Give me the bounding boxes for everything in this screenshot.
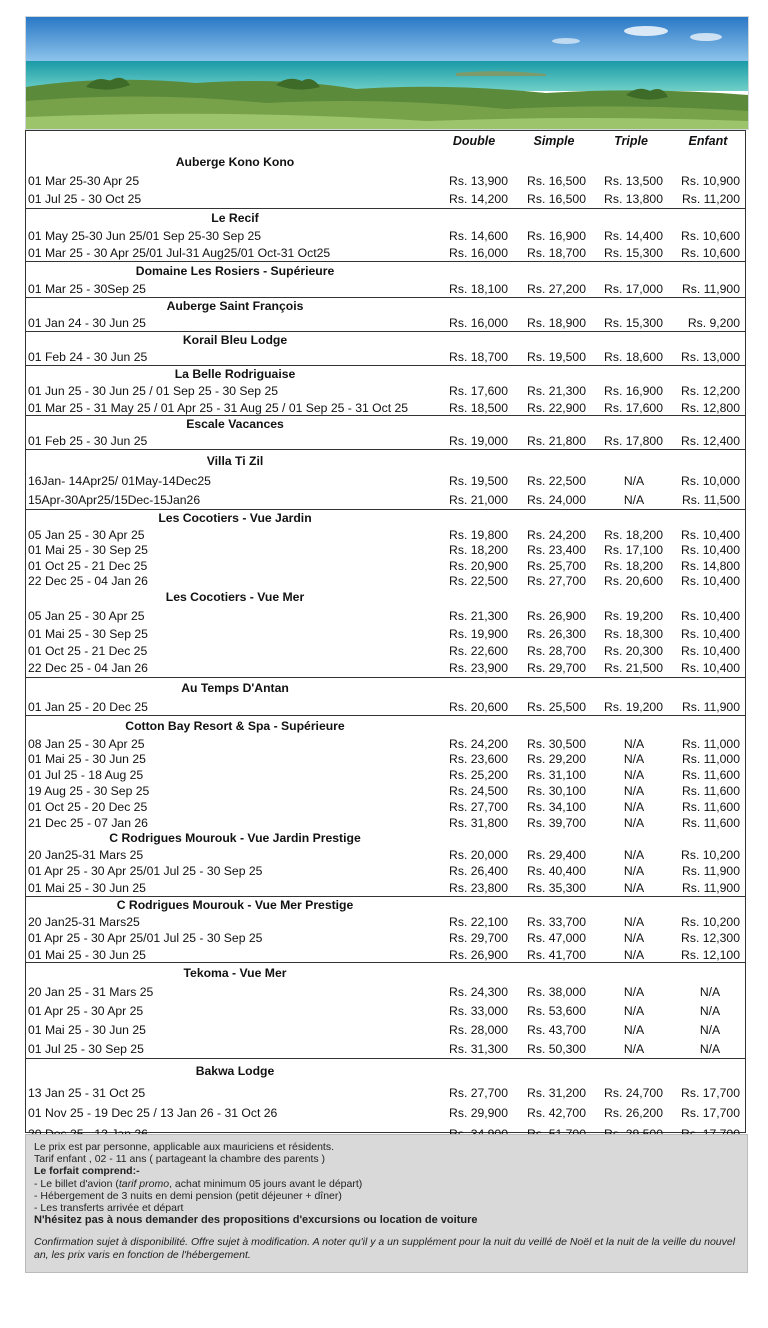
- price-simple: Rs. 47,000: [527, 931, 586, 945]
- price-double: Rs. 17,600: [449, 384, 508, 398]
- date-range: 01 May 25-30 Jun 25/01 Sep 25-30 Sep 25: [28, 229, 262, 243]
- rate-row: [26, 472, 745, 491]
- price-triple: Rs. 14,400: [604, 229, 663, 243]
- price-enfant: Rs. 12,300: [681, 931, 740, 945]
- rate-row: [26, 880, 745, 896]
- price-double: Rs. 24,200: [449, 737, 508, 751]
- hotel-name: Les Cocotiers - Vue Jardin: [158, 511, 312, 525]
- price-simple: Rs. 19,500: [527, 350, 586, 364]
- price-triple: Rs. 21,500: [604, 661, 663, 675]
- rate-row: [26, 752, 745, 767]
- price-triple: N/A: [623, 784, 645, 798]
- price-triple: N/A: [623, 737, 645, 751]
- hotel-name: Auberge Saint François: [166, 299, 304, 313]
- rate-row: [26, 1021, 745, 1040]
- price-simple: Rs. 24,000: [527, 493, 586, 507]
- price-triple: Rs. 15,300: [604, 316, 663, 330]
- date-range: 01 Oct 25 - 21 Dec 25: [28, 644, 148, 658]
- date-range: 05 Jan 25 - 30 Apr 25: [28, 609, 145, 623]
- price-triple: Rs. 17,000: [604, 282, 663, 296]
- price-double: Rs. 20,000: [449, 848, 508, 862]
- hotel-name: Domaine Les Rosiers - Supérieure: [135, 264, 335, 278]
- rate-row: [26, 607, 745, 625]
- price-triple: Rs. 18,300: [604, 627, 663, 641]
- price-enfant: Rs. 10,400: [681, 543, 740, 557]
- hotel-name: Korail Bleu Lodge: [182, 333, 288, 347]
- date-range: 01 Jul 25 - 18 Aug 25: [28, 768, 144, 782]
- price-double: Rs. 20,600: [449, 700, 508, 714]
- price-double: Rs. 21,000: [449, 493, 508, 507]
- price-double: Rs. 26,400: [449, 864, 508, 878]
- price-double: Rs. 24,300: [449, 985, 508, 999]
- price-triple: N/A: [623, 768, 645, 782]
- price-enfant: Rs. 11,900: [681, 282, 740, 296]
- price-enfant: Rs. 10,400: [681, 574, 740, 588]
- price-double: Rs. 26,900: [449, 948, 508, 962]
- rate-row: [26, 574, 745, 589]
- price-double: Rs. 33,000: [449, 1004, 508, 1018]
- price-simple: Rs. 42,700: [527, 1106, 586, 1120]
- price-double: Rs. 19,800: [449, 528, 508, 542]
- price-double: Rs. 19,900: [449, 627, 508, 641]
- date-range: 01 Jun 25 - 30 Jun 25 / 01 Sep 25 - 30 Sep 25: [28, 384, 279, 398]
- hotel-name: La Belle Rodriguaise: [174, 367, 296, 381]
- hotel-name: C Rodrigues Mourouk - Vue Mer Prestige: [116, 898, 354, 912]
- price-simple: Rs. 22,500: [527, 474, 586, 488]
- column-header-simple: Simple: [533, 134, 575, 148]
- price-simple: Rs. 39,700: [527, 816, 586, 830]
- price-enfant: Rs. 10,400: [681, 609, 740, 623]
- hotel-name: Auberge Kono Kono: [175, 155, 295, 169]
- price-triple: Rs. 19,200: [604, 700, 663, 714]
- column-header-double: Double: [452, 134, 496, 148]
- price-enfant: Rs. 12,800: [681, 401, 740, 415]
- rate-row: [26, 815, 745, 831]
- date-range: 01 Mai 25 - 30 Jun 25: [28, 881, 146, 895]
- price-simple: Rs. 16,500: [527, 174, 586, 188]
- date-range: 01 Mai 25 - 30 Sep 25: [28, 627, 148, 641]
- rate-row: [26, 433, 745, 450]
- hotel-section: [26, 830, 745, 896]
- rate-row: [26, 799, 745, 815]
- notes-package-title: Le forfait comprend:-: [34, 1165, 140, 1178]
- date-range: 01 Apr 25 - 30 Apr 25/01 Jul 25 - 30 Sep 25: [28, 931, 263, 945]
- date-range: 01 Oct 25 - 21 Dec 25: [28, 559, 148, 573]
- date-range: 01 Jul 25 - 30 Sep 25: [28, 1042, 144, 1056]
- price-simple: Rs. 33,700: [527, 915, 586, 929]
- rate-row: [26, 1083, 745, 1103]
- notes-item-flight-a: - Le billet d'avion (: [34, 1177, 119, 1190]
- hotel-name: Villa Ti Zil: [206, 454, 264, 468]
- hotel-name: Les Cocotiers - Vue Mer: [165, 590, 305, 604]
- price-double: Rs. 22,600: [449, 644, 508, 658]
- price-double: Rs. 23,900: [449, 661, 508, 675]
- hotel-name: Au Temps D'Antan: [181, 681, 289, 695]
- rate-row: [26, 737, 745, 752]
- notes-item-flight-promo: tarif promo: [118, 1177, 170, 1190]
- hotel-name: Cotton Bay Resort & Spa - Supérieure: [125, 719, 345, 733]
- price-simple: Rs. 16,500: [527, 192, 586, 206]
- price-triple: N/A: [623, 1004, 645, 1018]
- price-double: Rs. 31,800: [449, 816, 508, 830]
- date-range: 20 Jan 25 - 31 Mars 25: [28, 985, 154, 999]
- price-triple: N/A: [623, 948, 645, 962]
- price-double: Rs. 23,800: [449, 881, 508, 895]
- price-double: Rs. 28,000: [449, 1023, 508, 1037]
- rate-row: [26, 245, 745, 262]
- price-enfant: Rs. 10,900: [681, 174, 740, 188]
- price-enfant: Rs. 17,700: [681, 1086, 740, 1100]
- price-enfant: Rs. 9,200: [687, 316, 740, 330]
- rate-row: [26, 699, 745, 716]
- rate-row: [26, 349, 745, 366]
- date-range: 22 Dec 25 - 04 Jan 26: [28, 574, 148, 588]
- hotel-section: [26, 297, 745, 332]
- price-double: Rs. 22,500: [449, 574, 508, 588]
- price-enfant: N/A: [699, 985, 721, 999]
- rate-row: [26, 1103, 745, 1124]
- date-range: 01 Mar 25 - 30 Apr 25/01 Jul-31 Aug25/01 Oct-31 Oct25: [28, 246, 331, 260]
- price-simple: Rs. 24,200: [527, 528, 586, 542]
- date-range: 01 Feb 24 - 30 Jun 25: [28, 350, 148, 364]
- price-simple: Rs. 27,200: [527, 282, 586, 296]
- price-simple: Rs. 26,900: [527, 609, 586, 623]
- price-double: Rs. 14,200: [449, 192, 508, 206]
- price-double: Rs. 29,900: [449, 1106, 508, 1120]
- rate-row: [26, 1002, 745, 1021]
- price-enfant: Rs. 11,600: [681, 768, 740, 782]
- price-double: Rs. 18,200: [449, 543, 508, 557]
- price-triple: N/A: [623, 931, 645, 945]
- price-double: Rs. 24,500: [449, 784, 508, 798]
- date-range: 01 Mai 25 - 30 Jun 25: [28, 948, 146, 962]
- price-simple: Rs. 21,300: [527, 384, 586, 398]
- price-simple: Rs. 25,500: [527, 700, 586, 714]
- price-triple: Rs. 20,300: [604, 644, 663, 658]
- rate-row: [26, 947, 745, 963]
- date-range: 20 Jan25-31 Mars 25: [28, 848, 144, 862]
- rate-row: [26, 383, 745, 400]
- price-simple: Rs. 29,400: [527, 848, 586, 862]
- price-triple: N/A: [623, 800, 645, 814]
- price-triple: Rs. 18,200: [604, 528, 663, 542]
- price-triple: N/A: [623, 1042, 645, 1056]
- price-triple: Rs. 24,700: [604, 1086, 663, 1100]
- rate-row: [26, 190, 745, 208]
- date-range: 15Apr-30Apr25/15Dec-15Jan26: [28, 493, 201, 507]
- rate-row: [26, 847, 745, 863]
- price-enfant: Rs. 11,600: [681, 816, 740, 830]
- date-range: 01 Oct 25 - 20 Dec 25: [28, 800, 148, 814]
- hotel-section: [26, 677, 745, 716]
- price-triple: Rs. 17,600: [604, 401, 663, 415]
- price-double: Rs. 16,000: [449, 246, 508, 260]
- price-double: Rs. 16,000: [449, 316, 508, 330]
- price-simple: Rs. 35,300: [527, 881, 586, 895]
- price-simple: Rs. 30,100: [527, 784, 586, 798]
- notes-price-info: Le prix est par personne, applicable aux mauriciens et résidents.: [34, 1141, 334, 1153]
- date-range: 08 Jan 25 - 30 Apr 25: [28, 737, 145, 751]
- hotel-section: [26, 509, 745, 589]
- notes-item-flight-c: , achat minimum 05 jours avant le départ): [169, 1177, 363, 1190]
- price-double: Rs. 18,700: [449, 350, 508, 364]
- rate-row: [26, 315, 745, 332]
- price-double: Rs. 20,900: [449, 559, 508, 573]
- price-triple: Rs. 26,200: [604, 1106, 663, 1120]
- date-range: 01 Mar 25-30 Apr 25: [28, 174, 140, 188]
- price-enfant: Rs. 12,200: [681, 384, 740, 398]
- price-simple: Rs. 31,200: [527, 1086, 586, 1100]
- price-double: Rs. 18,500: [449, 401, 508, 415]
- price-triple: N/A: [623, 816, 645, 830]
- hotel-section: [26, 715, 745, 831]
- notes-child-rate: Tarif enfant , 02 - 11 ans ( partageant la chambre des parents ): [34, 1153, 326, 1166]
- rate-row: [26, 930, 745, 947]
- price-double: Rs. 14,600: [449, 229, 508, 243]
- date-range: 01 Mai 25 - 30 Jun 25: [28, 752, 146, 766]
- notes-item-flight: [34, 1178, 739, 1190]
- date-range: 21 Dec 25 - 07 Jan 26: [28, 816, 148, 830]
- price-triple: Rs. 17,800: [604, 434, 663, 448]
- hotel-section: [26, 962, 745, 1059]
- price-enfant: Rs. 13,000: [681, 350, 740, 364]
- date-range: 01 Jan 25 - 20 Dec 25: [28, 700, 148, 714]
- price-simple: Rs. 53,600: [527, 1004, 586, 1018]
- price-enfant: Rs. 10,400: [681, 528, 740, 542]
- rate-row: [26, 558, 745, 574]
- date-range: 13 Jan 25 - 31 Oct 25: [28, 1086, 146, 1100]
- price-simple: Rs. 26,300: [527, 627, 586, 641]
- price-enfant: Rs. 10,400: [681, 627, 740, 641]
- date-range: 05 Jan 25 - 30 Apr 25: [28, 528, 145, 542]
- price-simple: Rs. 18,900: [527, 316, 586, 330]
- rate-row: [26, 625, 745, 643]
- price-triple: N/A: [623, 474, 645, 488]
- landscape-banner-image: [25, 16, 749, 130]
- price-enfant: Rs. 11,900: [681, 881, 740, 895]
- price-triple: Rs. 13,800: [604, 192, 663, 206]
- price-enfant: Rs. 10,000: [681, 474, 740, 488]
- price-simple: Rs. 29,700: [527, 661, 586, 675]
- price-enfant: Rs. 11,900: [681, 700, 740, 714]
- notes-call-to-action: N'hésitez pas à nous demander des propositions d'excursions ou location de voiture: [34, 1214, 478, 1227]
- price-simple: Rs. 41,700: [527, 948, 586, 962]
- notes-item-accommodation: - Hébergement de 3 nuits en demi pension (petit déjeuner + dîner): [34, 1189, 342, 1202]
- price-triple: Rs. 18,200: [604, 559, 663, 573]
- price-triple: Rs. 13,500: [604, 174, 663, 188]
- price-triple: N/A: [623, 752, 645, 766]
- price-enfant: Rs. 10,400: [681, 644, 740, 658]
- price-enfant: Rs. 11,000: [681, 737, 740, 751]
- hotel-section: [26, 261, 745, 298]
- price-simple: Rs. 31,100: [527, 768, 586, 782]
- rate-row: [26, 783, 745, 799]
- price-enfant: Rs. 11,600: [681, 800, 740, 814]
- price-triple: N/A: [623, 985, 645, 999]
- date-range: 01 Apr 25 - 30 Apr 25: [28, 1004, 144, 1018]
- price-double: Rs. 13,900: [449, 174, 508, 188]
- notes-panel: [25, 1134, 748, 1273]
- rate-row: [26, 914, 745, 930]
- hotel-name: Le Recif: [211, 211, 259, 225]
- date-range: 01 Nov 25 - 19 Dec 25 / 13 Jan 26 - 31 Oct 26: [28, 1106, 278, 1120]
- rate-row: [26, 543, 745, 558]
- hotel-section: [26, 331, 745, 366]
- rate-row: [26, 983, 745, 1002]
- price-double: Rs. 22,100: [449, 915, 508, 929]
- date-range: 01 Mai 25 - 30 Sep 25: [28, 543, 148, 557]
- date-range: 20 Jan25-31 Mars25: [28, 915, 140, 929]
- rate-row: [26, 491, 745, 510]
- column-header-enfant: Enfant: [688, 134, 728, 148]
- price-table: [25, 130, 746, 1133]
- price-simple: Rs. 29,200: [527, 752, 586, 766]
- rate-row: [26, 767, 745, 783]
- price-simple: Rs. 16,900: [527, 229, 586, 243]
- hotel-name: Bakwa Lodge: [195, 1064, 275, 1078]
- price-simple: Rs. 23,400: [527, 543, 586, 557]
- price-simple: Rs. 43,700: [527, 1023, 586, 1037]
- price-enfant: Rs. 12,100: [681, 948, 740, 962]
- price-enfant: Rs. 17,700: [681, 1106, 740, 1120]
- hotel-name: Tekoma - Vue Mer: [183, 966, 287, 980]
- hotel-name: C Rodrigues Mourouk - Vue Jardin Prestige: [109, 831, 361, 845]
- price-triple: N/A: [623, 881, 645, 895]
- price-enfant: Rs. 10,200: [681, 915, 740, 929]
- price-double: Rs. 27,700: [449, 1086, 508, 1100]
- price-triple: N/A: [623, 864, 645, 878]
- price-enfant: Rs. 11,000: [681, 752, 740, 766]
- price-enfant: Rs. 10,600: [681, 246, 740, 260]
- price-simple: Rs. 22,900: [527, 401, 586, 415]
- price-double: Rs. 21,300: [449, 609, 508, 623]
- hotel-section: [26, 449, 745, 510]
- price-simple: Rs. 30,500: [527, 737, 586, 751]
- hotel-section: [26, 151, 745, 208]
- hotel-section: [26, 1058, 745, 1144]
- price-double: Rs. 19,000: [449, 434, 508, 448]
- price-triple: Rs. 15,300: [604, 246, 663, 260]
- date-range: 01 Mar 25 - 30Sep 25: [28, 282, 146, 296]
- rate-row: [26, 1040, 745, 1059]
- price-simple: Rs. 38,000: [527, 985, 586, 999]
- date-range: 01 Jan 24 - 30 Jun 25: [28, 316, 146, 330]
- rate-row: [26, 173, 745, 190]
- price-double: Rs. 25,200: [449, 768, 508, 782]
- price-triple: N/A: [623, 915, 645, 929]
- hotel-name: Escale Vacances: [186, 417, 284, 431]
- price-simple: Rs. 25,700: [527, 559, 586, 573]
- price-triple: N/A: [623, 493, 645, 507]
- date-range: 01 Jul 25 - 30 Oct 25: [28, 192, 142, 206]
- price-simple: Rs. 50,300: [527, 1042, 586, 1056]
- price-enfant: Rs. 11,600: [681, 784, 740, 798]
- price-enfant: Rs. 14,800: [681, 559, 740, 573]
- date-range: 01 Apr 25 - 30 Apr 25/01 Jul 25 - 30 Sep 25: [28, 864, 263, 878]
- hotel-section: [26, 415, 745, 450]
- rate-row: [26, 643, 745, 660]
- rate-row: [26, 228, 745, 245]
- price-enfant: Rs. 10,400: [681, 661, 740, 675]
- price-double: Rs. 18,100: [449, 282, 508, 296]
- notes-disclaimer: Confirmation sujet à disponibilité. Offre sujet à modification. A noter qu'il y a un supplément pour la nuit du veillé de Noël et la nuit de la veille du nouvel an, les prix varis en fonction de l'hébergement.: [34, 1236, 736, 1261]
- price-double: Rs. 23,600: [449, 752, 508, 766]
- price-triple: N/A: [623, 848, 645, 862]
- date-range: 01 Mai 25 - 30 Jun 25: [28, 1023, 146, 1037]
- price-double: Rs. 27,700: [449, 800, 508, 814]
- price-enfant: Rs. 11,200: [681, 192, 740, 206]
- price-enfant: Rs. 12,400: [681, 434, 740, 448]
- rate-row: [26, 400, 745, 416]
- price-enfant: N/A: [699, 1023, 721, 1037]
- hotel-section: [26, 896, 745, 963]
- price-simple: Rs. 21,800: [527, 434, 586, 448]
- rate-row: [26, 527, 745, 543]
- price-enfant: N/A: [699, 1042, 721, 1056]
- price-triple: N/A: [623, 1023, 645, 1037]
- hotel-section: [26, 588, 745, 677]
- hotel-section: [26, 365, 745, 416]
- rate-row: [26, 281, 745, 298]
- price-double: Rs. 31,300: [449, 1042, 508, 1056]
- date-range: 22 Dec 25 - 04 Jan 26: [28, 661, 148, 675]
- price-triple: Rs. 20,600: [604, 574, 663, 588]
- price-double: Rs. 19,500: [449, 474, 508, 488]
- date-range: 19 Aug 25 - 30 Sep 25: [28, 784, 150, 798]
- price-enfant: Rs. 11,900: [681, 864, 740, 878]
- hotel-section: [26, 208, 745, 262]
- price-triple: Rs. 16,900: [604, 384, 663, 398]
- rate-row: [26, 863, 745, 880]
- price-simple: Rs. 18,700: [527, 246, 586, 260]
- rate-row: [26, 660, 745, 677]
- notes-item-transfers: - Les transferts arrivée et départ: [34, 1202, 184, 1215]
- price-enfant: Rs. 10,200: [681, 848, 740, 862]
- price-triple: Rs. 18,600: [604, 350, 663, 364]
- price-simple: Rs. 28,700: [527, 644, 586, 658]
- price-simple: Rs. 27,700: [527, 574, 586, 588]
- price-simple: Rs. 34,100: [527, 800, 586, 814]
- price-double: Rs. 29,700: [449, 931, 508, 945]
- date-range: 16Jan- 14Apr25/ 01May-14Dec25: [28, 474, 211, 488]
- price-triple: Rs. 17,100: [604, 543, 663, 557]
- column-header-triple: Triple: [614, 134, 648, 148]
- price-simple: Rs. 40,400: [527, 864, 586, 878]
- date-range: 01 Feb 25 - 30 Jun 25: [28, 434, 148, 448]
- price-enfant: Rs. 11,500: [681, 493, 740, 507]
- price-enfant: Rs. 10,600: [681, 229, 740, 243]
- date-range: 01 Mar 25 - 31 May 25 / 01 Apr 25 - 31 Aug 25 / 01 Sep 25 - 31 Oct 25: [28, 401, 409, 415]
- price-triple: Rs. 19,200: [604, 609, 663, 623]
- price-enfant: N/A: [699, 1004, 721, 1018]
